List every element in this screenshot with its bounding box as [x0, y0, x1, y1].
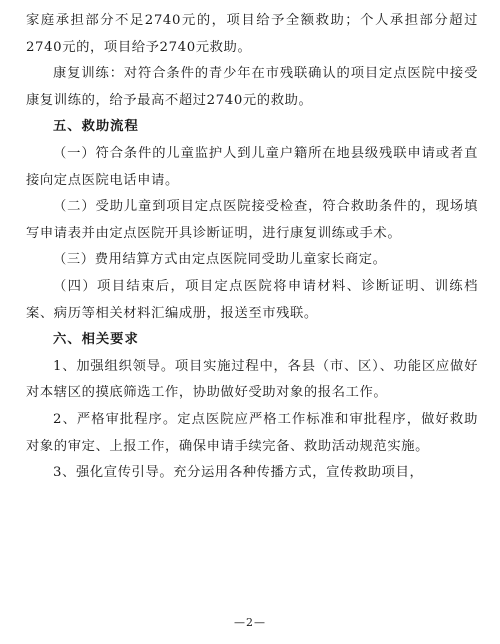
paragraph-step-2: （二）受助儿童到项目定点医院接受检查，符合救助条件的，现场填写申请表并由定点医院开具诊断证明，进行康复训练或手术。: [26, 199, 478, 241]
paragraph-requirement-3: 3、强化宣传引导。充分运用各种传播方式，宣传救助项目，: [53, 465, 424, 481]
paragraph-rehab: 康复训练：对符合条件的青少年在市残联确认的项目定点医院中接受康复训练的，给予最高不超过2740元的救助。: [26, 66, 478, 108]
document-body: [26, 8, 478, 487]
paragraph-step-1: （一）符合条件的儿童监护人到儿童户籍所在地县级残联申请或者直接向定点医院电话申请。: [26, 145, 478, 188]
paragraph-requirement-2: 2、严格审批程序。定点医院应严格工作标准和审批程序，做好救助对象的审定、上报工作，确保申请手续完备、救助活动规范实施。: [26, 411, 478, 454]
section-heading-6: 六、相关要求: [53, 332, 139, 348]
page-number: —2—: [234, 616, 266, 629]
paragraph-1: 家庭承担部分不足2740元的，项目给予全额救助；个人承担部分超过2740元的，项目给予2740元救助。: [26, 13, 478, 55]
paragraph-requirement-1: 1、加强组织领导。项目实施过程中，各县（市、区）、功能区应做好对本辖区的摸底筛选工作，协助做好受助对象的报名工作。: [26, 358, 478, 401]
paragraph-step-4: （四）项目结束后，项目定点医院将申请材料、诊断证明、训练档案、病历等相关材料汇编成册，报送至市残联。: [26, 278, 478, 321]
section-heading-5: 五、救助流程: [53, 119, 139, 135]
paragraph-step-3: （三）费用结算方式由定点医院同受助儿童家长商定。: [53, 252, 387, 268]
